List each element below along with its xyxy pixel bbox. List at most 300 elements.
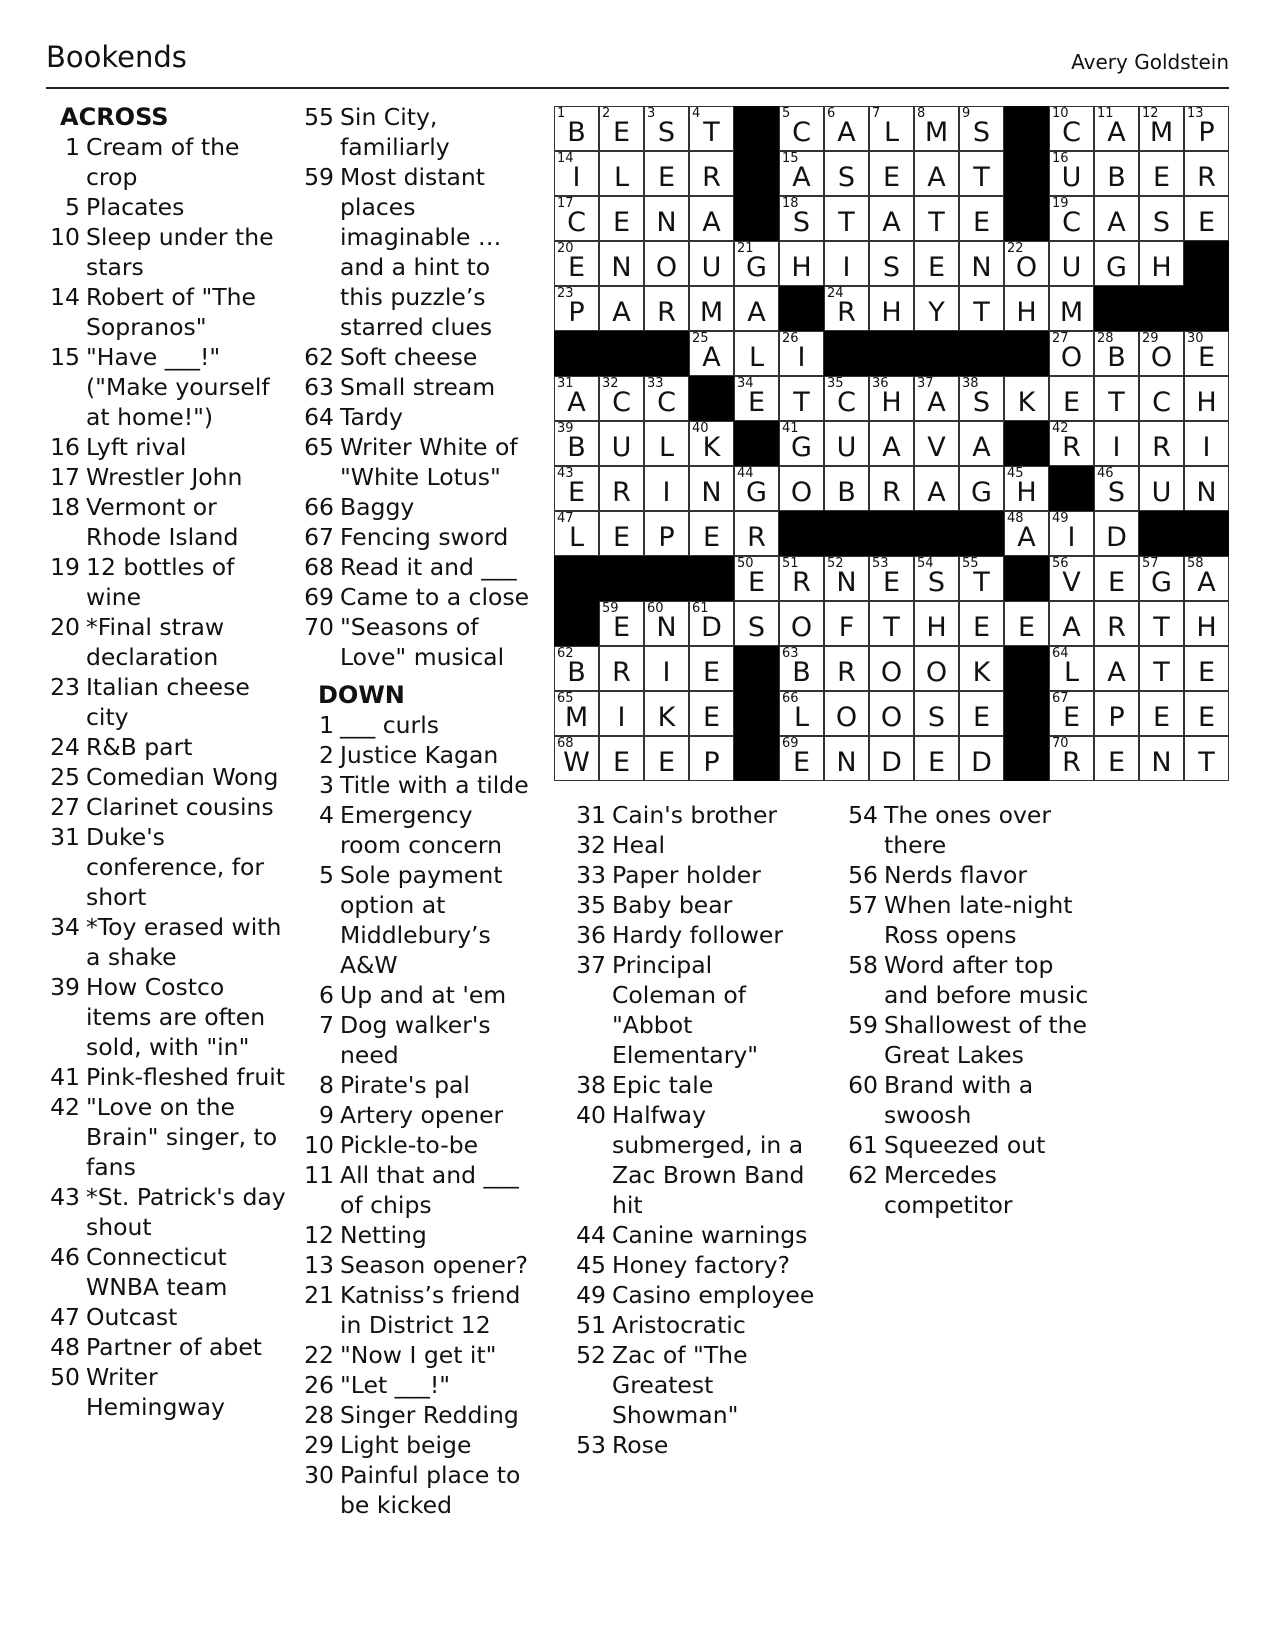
cell-letter: F xyxy=(838,612,855,643)
clue-number: 21 xyxy=(304,1281,334,1309)
clue-item xyxy=(300,1250,540,1280)
grid-cell xyxy=(1184,376,1229,421)
grid-cell xyxy=(1094,556,1139,601)
grid-cell xyxy=(599,151,644,196)
grid-cell xyxy=(959,241,1004,286)
cell-letter: A xyxy=(1062,612,1081,643)
clue-number: 29 xyxy=(304,1431,334,1459)
cell-letter: E xyxy=(612,207,631,238)
grid-cell xyxy=(599,646,644,691)
clue-number: 12 xyxy=(304,1221,334,1249)
clue-number: 11 xyxy=(304,1161,334,1189)
cell-number: 33 xyxy=(647,376,664,391)
cell-letter: B xyxy=(792,657,811,688)
clue-item xyxy=(572,1220,822,1250)
grid-cell xyxy=(779,421,824,466)
grid-cell xyxy=(599,421,644,466)
cell-letter: L xyxy=(883,117,900,148)
black-square xyxy=(1004,556,1049,601)
clue-item xyxy=(300,1430,540,1460)
grid-cell xyxy=(689,151,734,196)
clue-number: 48 xyxy=(50,1333,80,1361)
cell-letter: T xyxy=(1153,612,1170,643)
cell-letter: B xyxy=(567,657,586,688)
clue-number: 34 xyxy=(50,913,80,941)
grid-cell xyxy=(1139,691,1184,736)
cell-letter: C xyxy=(1062,117,1081,148)
grid-cell xyxy=(689,691,734,736)
clue-number: 31 xyxy=(50,823,80,851)
grid-cell xyxy=(959,151,1004,196)
cell-letter: O xyxy=(655,252,678,283)
grid-cell xyxy=(554,646,599,691)
clue-item xyxy=(844,1160,1094,1220)
cell-letter: T xyxy=(973,297,990,328)
grid-cell xyxy=(1094,511,1139,556)
clue-number: 13 xyxy=(304,1251,334,1279)
clue-number: 70 xyxy=(304,613,334,641)
clue-item xyxy=(572,1340,822,1430)
cell-letter: S xyxy=(972,387,991,418)
clue-text: Cream of the crop xyxy=(86,133,240,191)
clue-text: The ones over there xyxy=(884,801,1052,859)
grid-cell xyxy=(1049,151,1094,196)
cell-number: 26 xyxy=(782,331,799,346)
clue-text: Canine warnings xyxy=(612,1221,808,1249)
clue-number: 69 xyxy=(304,583,334,611)
cell-number: 42 xyxy=(1052,421,1069,436)
grid-cell xyxy=(1139,106,1184,151)
clue-item xyxy=(300,1370,540,1400)
grid-cell xyxy=(779,331,824,376)
cell-letter: H xyxy=(1196,387,1217,418)
cell-number: 47 xyxy=(557,511,574,526)
black-square xyxy=(1004,106,1049,151)
grid-cell xyxy=(824,691,869,736)
black-square xyxy=(1139,511,1184,556)
clue-text: Epic tale xyxy=(612,1071,714,1099)
grid-cell xyxy=(824,106,869,151)
grid-cell xyxy=(1094,376,1139,421)
black-square xyxy=(1049,466,1094,511)
clue-item xyxy=(300,860,540,980)
clue-number: 38 xyxy=(576,1071,606,1099)
cell-letter: B xyxy=(1107,342,1126,373)
cell-number: 4 xyxy=(692,106,701,121)
cell-number: 34 xyxy=(737,376,754,391)
clue-item xyxy=(300,1160,540,1220)
clue-text: Dog walker's need xyxy=(340,1011,491,1069)
grid-cell xyxy=(1004,241,1049,286)
cell-letter: R xyxy=(612,477,631,508)
grid-cell xyxy=(824,646,869,691)
grid-cell xyxy=(644,736,689,781)
clue-item xyxy=(572,890,822,920)
cell-letter: E xyxy=(1107,567,1126,598)
clue-text: Painful place to be kicked xyxy=(340,1461,521,1519)
grid-cell xyxy=(554,736,599,781)
cell-letter: O xyxy=(880,657,903,688)
clue-text: Tardy xyxy=(340,403,403,431)
clue-item xyxy=(46,1242,286,1302)
grid-cell xyxy=(914,556,959,601)
grid-cell xyxy=(1004,601,1049,646)
clue-number: 26 xyxy=(304,1371,334,1399)
grid-cell xyxy=(689,241,734,286)
clue-item xyxy=(46,492,286,552)
cell-number: 23 xyxy=(557,286,574,301)
clue-number: 25 xyxy=(50,763,80,791)
cell-number: 19 xyxy=(1052,196,1069,211)
clue-column-4 xyxy=(844,800,1094,1220)
cell-letter: K xyxy=(1017,387,1036,418)
grid-cell xyxy=(869,691,914,736)
cell-letter: K xyxy=(702,432,721,463)
cell-number: 62 xyxy=(557,646,574,661)
grid-cell xyxy=(644,196,689,241)
clue-number: 1 xyxy=(319,711,334,739)
black-square xyxy=(734,421,779,466)
clue-item xyxy=(572,1070,822,1100)
clue-number: 67 xyxy=(304,523,334,551)
cell-letter: L xyxy=(613,162,630,193)
grid-cell xyxy=(1184,646,1229,691)
cell-number: 41 xyxy=(782,421,799,436)
grid-cell xyxy=(1049,646,1094,691)
cell-letter: N xyxy=(656,207,677,238)
cell-letter: B xyxy=(837,477,856,508)
grid-cell xyxy=(914,106,959,151)
cell-letter: E xyxy=(612,612,631,643)
grid-cell xyxy=(1049,106,1094,151)
cell-letter: A xyxy=(702,207,721,238)
grid-cell xyxy=(869,196,914,241)
cell-letter: N xyxy=(1151,747,1172,778)
clue-text: Most distant places imaginable … and a hint to this puzzle’s starred clues xyxy=(340,163,502,341)
cell-number: 1 xyxy=(557,106,566,121)
clue-item xyxy=(844,800,1094,860)
grid-cell xyxy=(734,511,779,556)
clue-item xyxy=(46,132,286,192)
clue-text: Heal xyxy=(612,831,666,859)
grid-cell xyxy=(1094,421,1139,466)
clue-item xyxy=(300,432,540,492)
clue-text: *Toy erased with a shake xyxy=(86,913,282,971)
clue-number: 57 xyxy=(848,891,878,919)
clue-number: 59 xyxy=(304,163,334,191)
cell-letter: C xyxy=(837,387,856,418)
cell-letter: E xyxy=(657,747,676,778)
cell-letter: P xyxy=(1108,702,1125,733)
cell-number: 60 xyxy=(647,601,664,616)
cell-number: 32 xyxy=(602,376,619,391)
grid-cell xyxy=(644,286,689,331)
cell-number: 58 xyxy=(1187,556,1204,571)
clue-number: 47 xyxy=(50,1303,80,1331)
clue-number: 64 xyxy=(304,403,334,431)
cell-number: 16 xyxy=(1052,151,1069,166)
clue-number: 58 xyxy=(848,951,878,979)
grid-cell xyxy=(914,376,959,421)
clue-item xyxy=(46,342,286,432)
cell-number: 53 xyxy=(872,556,889,571)
grid-cell xyxy=(824,736,869,781)
cell-letter: A xyxy=(882,207,901,238)
black-square xyxy=(1004,151,1049,196)
cell-letter: N xyxy=(1196,477,1217,508)
clue-text: Writer White of "White Lotus" xyxy=(340,433,518,491)
cell-letter: R xyxy=(837,297,856,328)
black-square xyxy=(734,106,779,151)
clue-item xyxy=(844,1010,1094,1070)
grid-cell xyxy=(779,691,824,736)
clue-item xyxy=(572,1280,822,1310)
black-square xyxy=(914,511,959,556)
clue-number: 23 xyxy=(50,673,80,701)
grid-cell xyxy=(644,376,689,421)
cell-letter: I xyxy=(1067,522,1076,553)
clue-item xyxy=(46,732,286,762)
cell-letter: A xyxy=(1107,657,1126,688)
clue-item xyxy=(46,1332,286,1362)
clue-column-2 xyxy=(300,102,540,1520)
grid-cell xyxy=(644,601,689,646)
clue-number: 55 xyxy=(304,103,334,131)
clue-item xyxy=(300,162,540,342)
grid-cell xyxy=(824,601,869,646)
cell-letter: C xyxy=(792,117,811,148)
cell-letter: E xyxy=(702,657,721,688)
black-square xyxy=(689,376,734,421)
cell-number: 29 xyxy=(1142,331,1159,346)
cell-letter: T xyxy=(1153,657,1170,688)
grid-cell xyxy=(599,466,644,511)
cell-letter: U xyxy=(1061,252,1082,283)
grid-cell xyxy=(1094,646,1139,691)
clue-text: Justice Kagan xyxy=(340,741,499,769)
cell-number: 9 xyxy=(962,106,971,121)
clue-item xyxy=(572,1100,822,1220)
clue-number: 18 xyxy=(50,493,80,521)
clue-text: Season opener? xyxy=(340,1251,528,1279)
cell-letter: R xyxy=(702,162,721,193)
grid-cell xyxy=(1094,736,1139,781)
cell-number: 67 xyxy=(1052,691,1069,706)
clue-text: Read it and ___ xyxy=(340,553,517,581)
grid-cell xyxy=(1184,691,1229,736)
clue-number: 54 xyxy=(848,801,878,829)
grid-cell xyxy=(1004,511,1049,556)
cell-letter: A xyxy=(792,162,811,193)
cell-letter: R xyxy=(612,657,631,688)
cell-letter: B xyxy=(1107,162,1126,193)
clue-item xyxy=(46,552,286,612)
cell-letter: L xyxy=(658,432,675,463)
cell-letter: A xyxy=(882,432,901,463)
cell-number: 30 xyxy=(1187,331,1204,346)
clue-item xyxy=(46,462,286,492)
clue-text: Rose xyxy=(612,1431,669,1459)
clue-text: Wrestler John xyxy=(86,463,243,491)
cell-letter: E xyxy=(567,477,586,508)
cell-number: 12 xyxy=(1142,106,1159,121)
clue-item xyxy=(572,1250,822,1280)
black-square xyxy=(1004,421,1049,466)
grid-cell xyxy=(914,286,959,331)
clue-text: "Have ___!" ("Make yourself at home!") xyxy=(86,343,270,431)
clue-number: 60 xyxy=(848,1071,878,1099)
clue-item xyxy=(46,612,286,672)
grid-cell xyxy=(1049,421,1094,466)
cell-number: 51 xyxy=(782,556,799,571)
clue-text: Comedian Wong xyxy=(86,763,279,791)
cell-letter: A xyxy=(927,477,946,508)
cell-letter: E xyxy=(1062,702,1081,733)
clue-text: ___ curls xyxy=(340,711,439,739)
clue-number: 59 xyxy=(848,1011,878,1039)
cell-number: 61 xyxy=(692,601,709,616)
black-square xyxy=(734,196,779,241)
cell-number: 6 xyxy=(827,106,836,121)
grid-cell xyxy=(1184,331,1229,376)
clue-number: 31 xyxy=(576,801,606,829)
clue-number: 27 xyxy=(50,793,80,821)
grid-cell xyxy=(644,511,689,556)
black-square xyxy=(869,511,914,556)
grid-cell xyxy=(959,736,1004,781)
clue-text: Halfway submerged, in a Zac Brown Band hit xyxy=(612,1101,805,1219)
clue-item xyxy=(46,792,286,822)
clue-number: 52 xyxy=(576,1341,606,1369)
clue-text: Italian cheese city xyxy=(86,673,250,731)
black-square xyxy=(599,331,644,376)
cell-number: 24 xyxy=(827,286,844,301)
black-square xyxy=(1004,736,1049,781)
black-square xyxy=(734,646,779,691)
clue-text: Vermont or Rhode Island xyxy=(86,493,239,551)
clue-text: Sole payment option at Middlebury’s A&W xyxy=(340,861,503,979)
cell-letter: L xyxy=(1063,657,1080,688)
cell-letter: T xyxy=(973,162,990,193)
clue-number: 15 xyxy=(50,343,80,371)
grid-cell xyxy=(914,466,959,511)
cell-letter: A xyxy=(1197,567,1216,598)
cell-letter: A xyxy=(927,162,946,193)
clue-number: 24 xyxy=(50,733,80,761)
clue-text: Light beige xyxy=(340,1431,472,1459)
cell-letter: H xyxy=(1016,477,1037,508)
cell-number: 38 xyxy=(962,376,979,391)
black-square xyxy=(869,331,914,376)
grid-cell xyxy=(554,196,599,241)
cell-letter: G xyxy=(791,432,812,463)
clue-number: 10 xyxy=(304,1131,334,1159)
cell-letter: R xyxy=(1062,747,1081,778)
cell-letter: C xyxy=(567,207,586,238)
clue-number: 45 xyxy=(576,1251,606,1279)
cell-letter: M xyxy=(924,117,949,148)
grid-cell xyxy=(644,106,689,151)
grid-cell xyxy=(1139,151,1184,196)
cell-letter: D xyxy=(881,747,902,778)
clue-text: R&B part xyxy=(86,733,193,761)
cell-number: 57 xyxy=(1142,556,1159,571)
grid-cell xyxy=(824,196,869,241)
cell-number: 44 xyxy=(737,466,754,481)
puzzle-author: Avery Goldstein xyxy=(1071,50,1229,74)
cell-number: 31 xyxy=(557,376,574,391)
clue-text: "Let ___!" xyxy=(340,1371,451,1399)
clue-number: 44 xyxy=(576,1221,606,1249)
cell-letter: T xyxy=(793,387,810,418)
clue-number: 50 xyxy=(50,1363,80,1391)
cell-number: 40 xyxy=(692,421,709,436)
clue-text: Soft cheese xyxy=(340,343,478,371)
black-square xyxy=(1184,241,1229,286)
clue-text: Squeezed out xyxy=(884,1131,1046,1159)
cell-number: 70 xyxy=(1052,736,1069,751)
black-square xyxy=(779,511,824,556)
clue-text: Pirate's pal xyxy=(340,1071,470,1099)
clue-item xyxy=(300,372,540,402)
grid-cell xyxy=(1139,196,1184,241)
clue-number: 16 xyxy=(50,433,80,461)
cell-letter: T xyxy=(703,117,720,148)
clue-text: "Love on the Brain" singer, to fans xyxy=(86,1093,278,1181)
grid-cell xyxy=(1139,331,1184,376)
grid-cell xyxy=(869,151,914,196)
clue-number: 5 xyxy=(319,861,334,889)
cell-letter: A xyxy=(1107,207,1126,238)
clue-item xyxy=(46,822,286,912)
clue-item xyxy=(300,612,540,672)
clue-item xyxy=(572,860,822,890)
clue-item xyxy=(300,1070,540,1100)
clue-text: Netting xyxy=(340,1221,427,1249)
clue-item xyxy=(572,950,822,1070)
clue-number: 42 xyxy=(50,1093,80,1121)
black-square xyxy=(824,331,869,376)
cell-number: 45 xyxy=(1007,466,1024,481)
clue-number: 14 xyxy=(50,283,80,311)
clue-text: Robert of "The Sopranos" xyxy=(86,283,257,341)
cell-letter: L xyxy=(748,342,765,373)
cell-number: 36 xyxy=(872,376,889,391)
clue-text: Lyft rival xyxy=(86,433,187,461)
grid-cell xyxy=(869,466,914,511)
grid-cell xyxy=(1184,196,1229,241)
grid-cell xyxy=(914,151,959,196)
clue-text: Honey factory? xyxy=(612,1251,791,1279)
grid-cell xyxy=(779,376,824,421)
clue-number: 4 xyxy=(319,801,334,829)
cell-letter: C xyxy=(657,387,676,418)
grid-cell xyxy=(1049,196,1094,241)
grid-cell xyxy=(959,691,1004,736)
grid-cell xyxy=(1184,151,1229,196)
cell-letter: K xyxy=(657,702,676,733)
puzzle-title: Bookends xyxy=(46,40,187,74)
clue-item xyxy=(572,1310,822,1340)
cell-letter: T xyxy=(838,207,855,238)
grid-cell xyxy=(554,151,599,196)
cell-letter: O xyxy=(1150,342,1173,373)
clue-number: 32 xyxy=(576,831,606,859)
clue-number: 2 xyxy=(319,741,334,769)
grid-cell xyxy=(1139,646,1184,691)
clue-column-1 xyxy=(46,102,286,1422)
across-heading: ACROSS xyxy=(60,103,169,131)
